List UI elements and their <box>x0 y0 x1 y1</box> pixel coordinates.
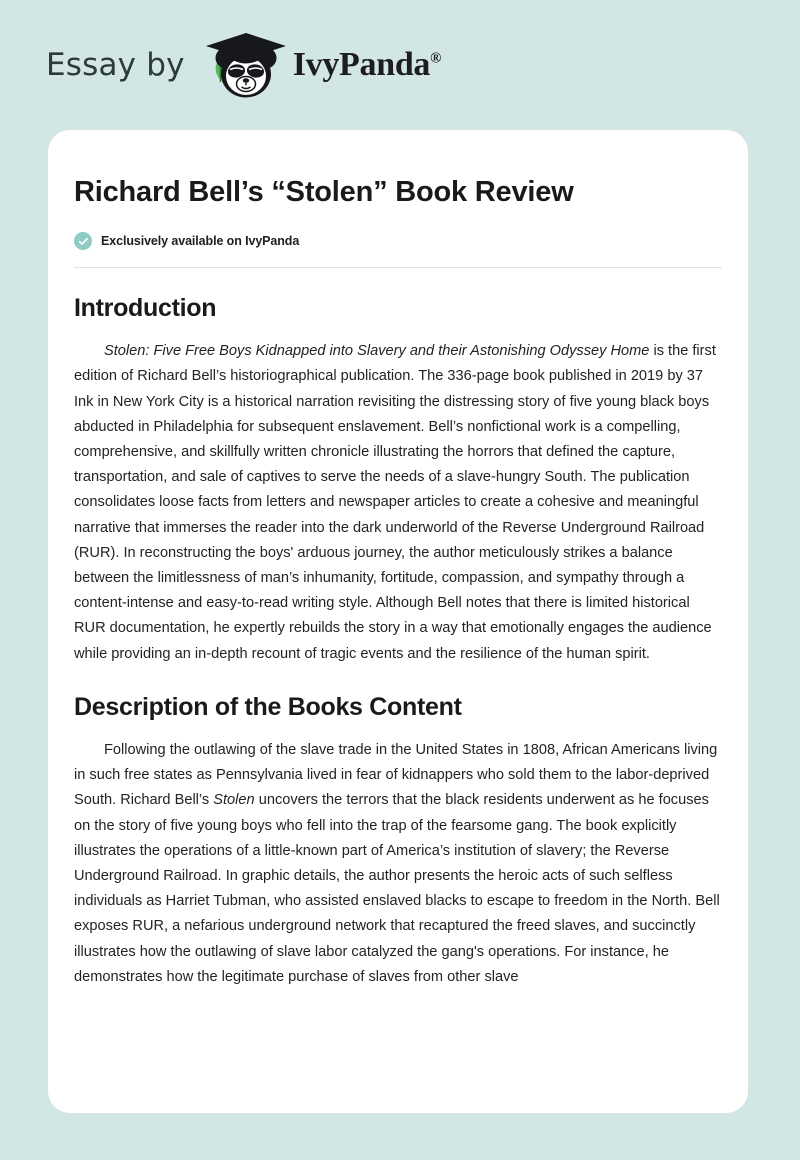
essay-by-label: Essay by <box>46 47 185 83</box>
document-body <box>74 174 722 990</box>
status-badge: Exclusively available on IvyPanda <box>101 234 300 249</box>
wordmark-text: IvyPanda <box>292 46 431 83</box>
ivypanda-wordmark <box>293 46 441 84</box>
check-circle-icon <box>74 232 92 250</box>
essay-card <box>48 130 748 1113</box>
header-divider <box>74 267 722 268</box>
ivypanda-logo[interactable] <box>203 29 441 101</box>
section-heading-description: Description of the Books Content <box>74 692 462 721</box>
page-title: Richard Bell’s “Stolen” Book Review <box>74 176 574 208</box>
brand-header <box>0 0 800 130</box>
section-heading-introduction: Introduction <box>74 294 217 323</box>
section-paragraph-introduction: Stolen: Five Free Boys Kidnapped into Slavery and their Astonishing Odyssey Home is the first edition of Richard Bell’s historiographical publication. The 336-page book published in 2019 by 37 Ink in New York City is a historical narration revisiting the distressing story of five young black boys abducted in Philadelphia for subsequent enslavement. Bell’s nonfictional work is a compelling, comprehensive, and skillfully written chronicle illustrating the horrors that defined the capture, transportation, and sale of captives to serve the needs of a slave-hungry South. The publication consolidates loose facts from letters and newspaper articles to create a cohesive and meaningful narrative that immerses the reader into the dark underworld of the Reverse Underground Railroad (RUR). In reconstructing the boys' arduous journey, the author meticulously strikes a balance between the limitlessness of man’s inhumanity, fortitude, compassion, and sympathy through a content-intense and easy-to-read writing style. Although Bell notes that there is limited historical RUR documentation, he expertly rebuilds the story in a way that emotionally engages the audience while providing an in-depth recount of tragic events and the resilience of the human spirit. <box>74 343 716 662</box>
exclusive-badge <box>74 232 722 250</box>
registered-mark-icon: ® <box>430 50 442 67</box>
panda-graduate-logo-icon <box>203 29 289 101</box>
section-paragraph-description: Following the outlawing of the slave trade in the United States in 1808, African Americans living in such free states as Pennsylvania lived in fear of kidnappers who sold them to the labor-deprived South. Richard Bell’s Stolen uncovers the terrors that the black residents underwent as he focuses on the story of five young boys who fell into the trap of the fearsome gang. The book explicitly illustrates the operations of a little-known part of America’s institution of slavery; the Reverse Underground Railroad. In graphic details, the author presents the heroic acts of such selfless individuals as Harriet Tubman, who assisted enslaved blacks to escape to freedom in the North. Bell exposes RUR, a nefarious underground network that recaptured the freed slaves, and succinctly illustrates how the outlawing of slave labor catalyzed the gang's operations. For instance, he demonstrates how the legitimate purchase of slaves from other slave <box>74 741 720 985</box>
